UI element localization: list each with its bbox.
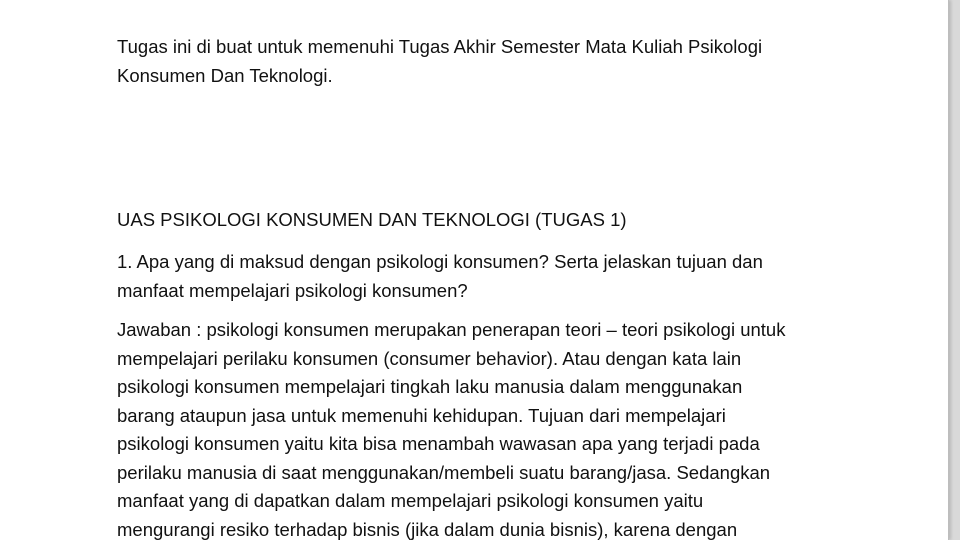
answer-line: psikologi konsumen mempelajari tingkah laku manusia dalam menggunakan: [117, 376, 743, 397]
section-heading: UAS PSIKOLOGI KONSUMEN DAN TEKNOLOGI (TUGAS 1): [117, 209, 627, 230]
answer-line: mempelajari perilaku konsumen (consumer behavior). Atau dengan kata lain: [117, 347, 742, 369]
question-line: 1. Apa yang di maksud dengan psikologi konsumen? Serta jelaskan tujuan dan: [117, 251, 763, 272]
answer-line: psikologi konsumen yaitu kita bisa menambah wawasan apa yang terjadi pada: [117, 433, 760, 454]
answer-line: perilaku manusia di saat menggunakan/membeli suatu barang/jasa. Sedangkan: [117, 461, 771, 483]
answer-line: Jawaban : psikologi konsumen merupakan penerapan teori – teori psikologi untuk: [117, 319, 786, 340]
intro-paragraph: [117, 33, 857, 90]
intro-line: Tugas ini di buat untuk memenuhi Tugas Akhir Semester Mata Kuliah Psikologi: [117, 36, 763, 57]
answer-line: mengurangi resiko terhadap bisnis (jika dalam dunia bisnis), karena dengan: [117, 518, 738, 540]
answer-line: barang ataupun jasa untuk memenuhi kehidupan. Tujuan dari mempelajari: [117, 404, 726, 426]
question-line: manfaat mempelajari psikologi konsumen?: [117, 279, 468, 301]
question-paragraph: [117, 248, 857, 305]
answer-paragraph: [117, 316, 857, 540]
answer-line: manfaat yang di dapatkan dalam mempelajari psikologi konsumen yaitu: [117, 490, 704, 511]
intro-line: Konsumen Dan Teknologi.: [117, 64, 333, 86]
